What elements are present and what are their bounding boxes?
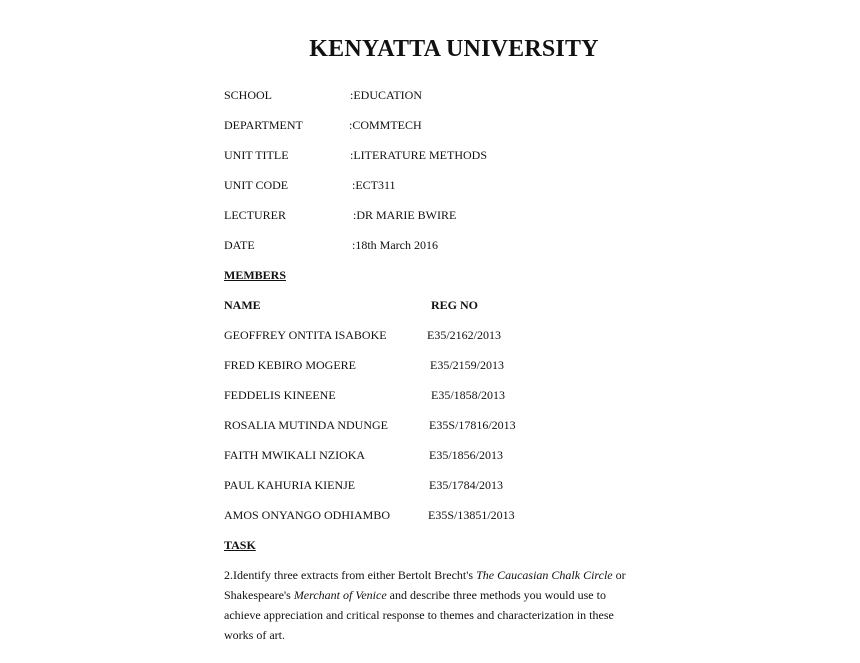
- member-reg: E35/2162/2013: [427, 328, 501, 342]
- document-title: KENYATTA UNIVERSITY: [309, 36, 599, 62]
- member-reg: E35/1856/2013: [429, 448, 503, 462]
- member-name: PAUL KAHURIA KIENJE: [224, 478, 356, 492]
- field-value: :ECT311: [352, 178, 396, 192]
- field-label: DATE: [224, 238, 255, 252]
- task-text-part: and describe three methods you would use to achieve appreciation and critical response to themes and characterization in these works of art.: [224, 588, 614, 642]
- field-value: :LITERATURE METHODS: [350, 148, 487, 162]
- member-reg: E35S/13851/2013: [428, 508, 515, 522]
- column-header-name: NAME: [224, 298, 261, 312]
- members-heading: MEMBERS: [224, 268, 287, 282]
- column-header-reg: REG NO: [431, 298, 479, 312]
- field-value: :COMMTECH: [349, 118, 422, 132]
- member-reg: E35/1784/2013: [429, 478, 503, 492]
- task-heading: TASK: [224, 538, 256, 552]
- member-reg: E35S/17816/2013: [429, 418, 516, 432]
- task-work-title: The Caucasian Chalk Circle: [476, 568, 613, 582]
- member-reg: E35/1858/2013: [431, 388, 505, 402]
- member-name: FAITH MWIKALI NZIOKA: [224, 448, 366, 462]
- member-name: GEOFFREY ONTITA ISABOKE: [224, 328, 387, 342]
- member-name: ROSALIA MUTINDA NDUNGE: [224, 418, 388, 432]
- task-text-part: 2.Identify three extracts from either Bertolt Brecht's: [224, 568, 477, 582]
- field-label: DEPARTMENT: [224, 118, 303, 132]
- field-value: :DR MARIE BWIRE: [353, 208, 457, 222]
- task-description: [224, 565, 644, 645]
- field-value: :18th March 2016: [352, 238, 438, 252]
- member-name: FEDDELIS KINEENE: [224, 388, 336, 402]
- member-reg: E35/2159/2013: [430, 358, 504, 372]
- field-value: :EDUCATION: [350, 88, 422, 102]
- task-text-part: or Shakespeare's: [224, 568, 626, 602]
- field-label: UNIT TITLE: [224, 148, 289, 162]
- field-label: SCHOOL: [224, 88, 273, 102]
- member-name: FRED KEBIRO MOGERE: [224, 358, 357, 372]
- member-name: AMOS ONYANGO ODHIAMBO: [224, 508, 391, 522]
- field-label: LECTURER: [224, 208, 286, 222]
- task-work-title: Merchant of Venice: [293, 588, 387, 602]
- field-label: UNIT CODE: [224, 178, 289, 192]
